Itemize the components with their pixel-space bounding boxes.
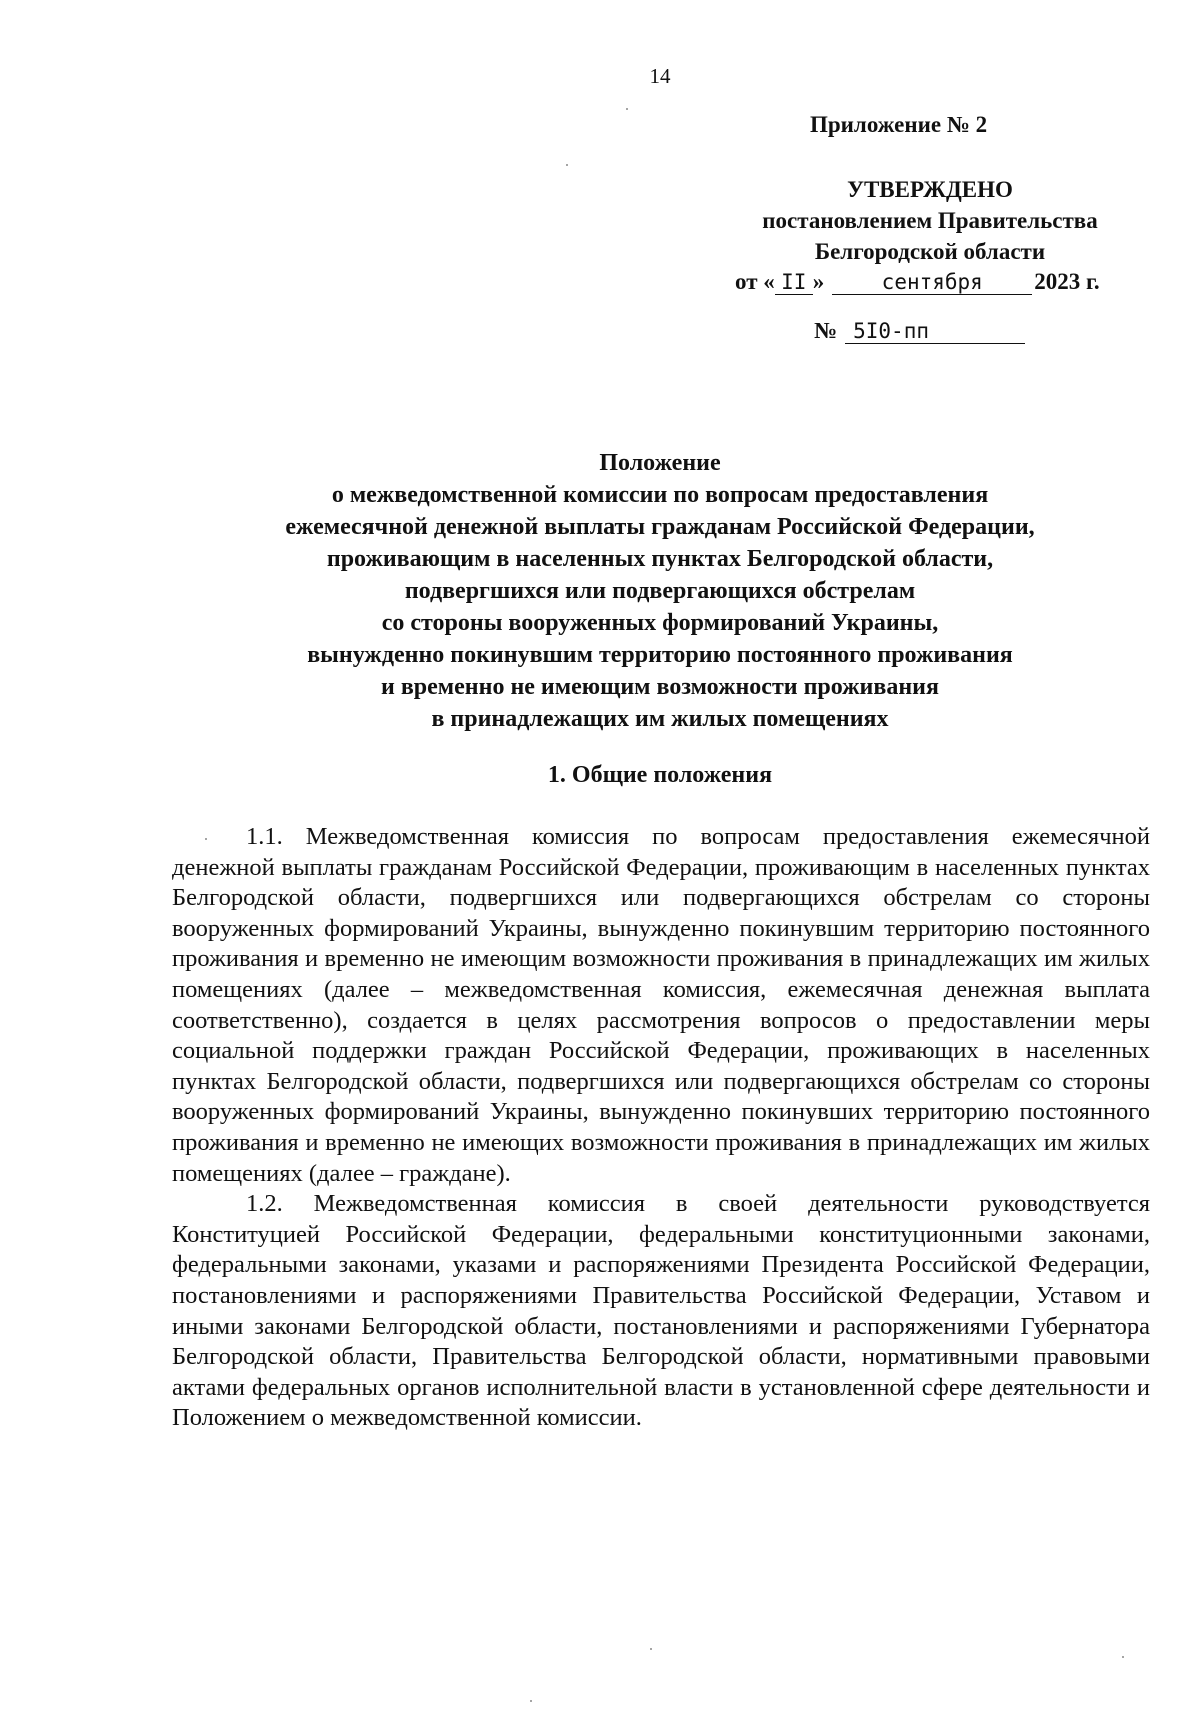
date-mid: » — [812, 269, 825, 294]
approved-label: УТВЕРЖДЕНО — [847, 177, 1013, 202]
title-line: ежемесячной денежной выплаты гражданам Российской Федерации, — [285, 514, 1035, 540]
date-month-field: сентября — [832, 270, 1032, 295]
scan-speck — [530, 1700, 532, 1702]
date-year: 2023 г. — [1034, 269, 1100, 294]
appendix-label: Приложение № 2 — [810, 112, 988, 137]
title-line: о межведомственной комиссии по вопросам предоставления — [331, 482, 989, 508]
paragraph-1-2: 1.2. Межведомственная комиссия в своей деятельности руководствуется Конституцией Российской Федерации, федеральными конституционными законами, федеральными законами, указами и распоряжениями Президента Российской Федерации, постановлениями и распоряжениями Правительства Российской Федерации, Уставом и иными законами Белгородской области, постановлениями и распоряжениями Губернатора Белгородской области, Правительства Белгородской области, нормативными правовыми актами федеральных органов исполнительной власти в установленной сфере деятельности и Положением о межведомственной комиссии. — [172, 1190, 1150, 1432]
approved-by-line: постановлением Правительства — [762, 208, 1098, 233]
title-line: со стороны вооруженных формирований Украины, — [381, 610, 939, 636]
approval-number-line — [814, 318, 1025, 344]
title-line: и временно не имеющим возможности проживания — [381, 674, 939, 700]
scan-speck — [205, 838, 207, 840]
approval-stamp-block — [715, 174, 1145, 267]
title-line: вынужденно покинувшим территорию постоянного проживания — [307, 642, 1013, 668]
section-body — [172, 822, 1150, 1434]
page-number: 14 — [649, 64, 671, 88]
document-number-field: 5I0-пп — [845, 319, 1025, 344]
number-prefix: № — [814, 318, 838, 343]
title-line: проживающим в населенных пунктах Белгородской области, — [326, 546, 994, 572]
title-line: подвергшихся или подвергающихся обстрелам — [404, 578, 916, 604]
date-prefix: от « — [735, 269, 775, 294]
document-title — [200, 447, 1120, 735]
title-line: в принадлежащих им жилых помещениях — [431, 706, 889, 732]
section-heading: 1. Общие положения — [547, 762, 773, 788]
paragraph-1-1: 1.1. Межведомственная комиссия по вопросам предоставления ежемесячной денежной выплаты гражданам Российской Федерации, проживающим в населенных пунктах Белгородской области, подвергшихся или подвергающихся обстрелам со стороны вооруженных формирований Украины, вынужденно покинувшим территорию постоянного проживания и временно не имеющим возможности проживания в принадлежащих им жилых помещениях (далее – межведомственная комиссия, ежемесячная денежная выплата соответственно), создается в целях рассмотрения вопросов о предоставлении меры социальной поддержки граждан Российской Федерации, проживающих в населенных пунктах Белгородской области, подвергшихся или подвергающихся обстрелам со стороны вооруженных формирований Украины, вынужденно покинувших территорию постоянного проживания и временно не имеющих возможности проживания в принадлежащих им жилых помещениях (далее – граждане). — [172, 823, 1150, 1187]
scan-speck — [566, 164, 568, 166]
date-day-field: II — [775, 270, 813, 295]
approved-region-line: Белгородской области — [814, 239, 1046, 264]
scan-speck — [650, 1648, 652, 1650]
scan-speck — [1122, 1656, 1124, 1658]
approval-date-line — [735, 269, 1100, 295]
title-heading: Положение — [599, 450, 721, 476]
scan-speck — [626, 108, 628, 110]
